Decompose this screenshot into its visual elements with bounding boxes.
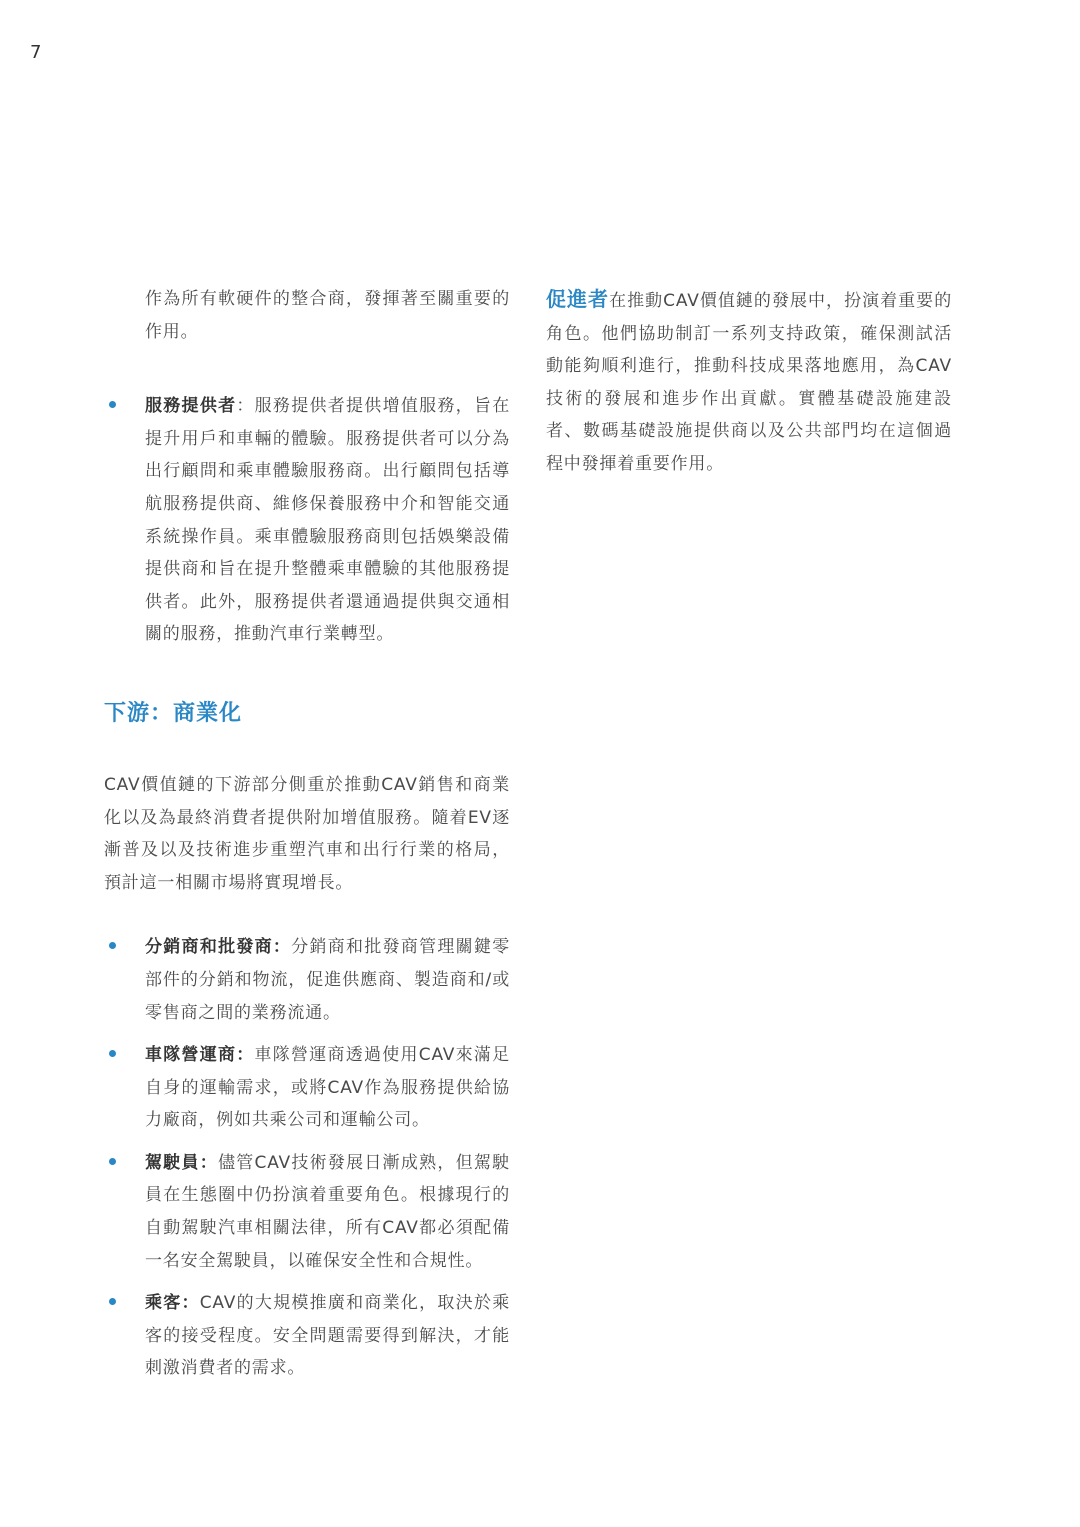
bullet-term: 乘客： xyxy=(145,1293,200,1314)
bullet-drivers xyxy=(104,1147,510,1277)
facilitator-paragraph xyxy=(546,283,952,481)
bullet-text: 儘管CAV技術發展日漸成熟，但駕駛員在生態圈中仍扮演着重要角色。根據現行的自動駕駛汽車相關法律，所有CAV都必須配備一名安全駕駛員，以確保安全性和合規性。 xyxy=(145,1152,510,1271)
bullet-paragraph xyxy=(145,390,510,651)
bullet-dot-icon xyxy=(109,942,116,949)
section-heading: 下游：商業化 xyxy=(104,700,243,726)
left-column xyxy=(104,283,510,1385)
facilitator-term: 促進者 xyxy=(546,287,610,311)
bullet-fleet-operators xyxy=(104,1039,510,1137)
page-number: 7 xyxy=(30,42,42,63)
section-intro-paragraph: CAV價值鏈的下游部分側重於推動CAV銷售和商業化以及為最終消費者提供附加增值服務。隨着EV逐漸普及以及技術進步重塑汽車和出行行業的格局，預計這一相關市場將實現增長。 xyxy=(104,774,510,893)
bullet-dot-icon xyxy=(109,1298,116,1305)
bullet-term: 駕駛員： xyxy=(145,1152,219,1173)
bullet-text: 分銷商和批發商管理關鍵零部件的分銷和物流，促進供應商、製造商和/或零售商之間的業務流通。 xyxy=(145,937,510,1023)
bullet-dot-icon xyxy=(109,1050,116,1057)
bullet-text: 車隊營運商透過使用CAV來滿足自身的運輸需求，或將CAV作為服務提供給協力廠商，例如共乘公司和運輸公司。 xyxy=(145,1045,510,1131)
bullet-text: 服務提供者提供增值服務，旨在提升用戶和車輛的體驗。服務提供者可以分為出行顧問和乘車體驗服務商。出行顧問包括導航服務提供商、維修保養服務中介和智能交通系統操作員。乘車體驗服務商則包括娛樂設備提供商和旨在提升整體乘車體驗的其他服務提供者。此外，服務提供者還通過提供與交通相關的服務，推動汽車行業轉型。 xyxy=(145,396,511,645)
bullet-distributors xyxy=(104,931,510,1029)
bullet-paragraph xyxy=(145,1039,510,1137)
bullet-term: 服務提供者 xyxy=(145,396,237,417)
bullet-service-provider xyxy=(104,390,510,651)
continuation-paragraph: 作為所有軟硬件的整合商，發揮著至關重要的作用。 xyxy=(145,289,510,342)
bullet-passengers xyxy=(104,1287,510,1385)
facilitator-text: 在推動CAV價值鏈的發展中，扮演着重要的角色。他們協助制訂一系列支持政策，確保測試活動能夠順利進行，推動科技成果落地應用，為CAV技術的發展和進步作出貢獻。實體基礎設施建設者、數碼基礎設施提供商以及公共部門均在這個過程中發揮着重要作用。 xyxy=(546,291,952,474)
bullet-dot-icon xyxy=(109,401,116,408)
term-separator: ： xyxy=(236,396,255,417)
bullet-dot-icon xyxy=(109,1158,116,1165)
bullet-paragraph xyxy=(145,931,510,1029)
bullet-term: 車隊營運商： xyxy=(145,1045,255,1066)
bullet-text: CAV的大規模推廣和商業化，取決於乘客的接受程度。安全問題需要得到解決，才能刺激消費者的需求。 xyxy=(145,1293,510,1379)
bullet-paragraph xyxy=(145,1147,510,1277)
bullet-term: 分銷商和批發商： xyxy=(145,937,292,958)
bullet-paragraph xyxy=(145,1287,510,1385)
right-column xyxy=(546,283,952,481)
